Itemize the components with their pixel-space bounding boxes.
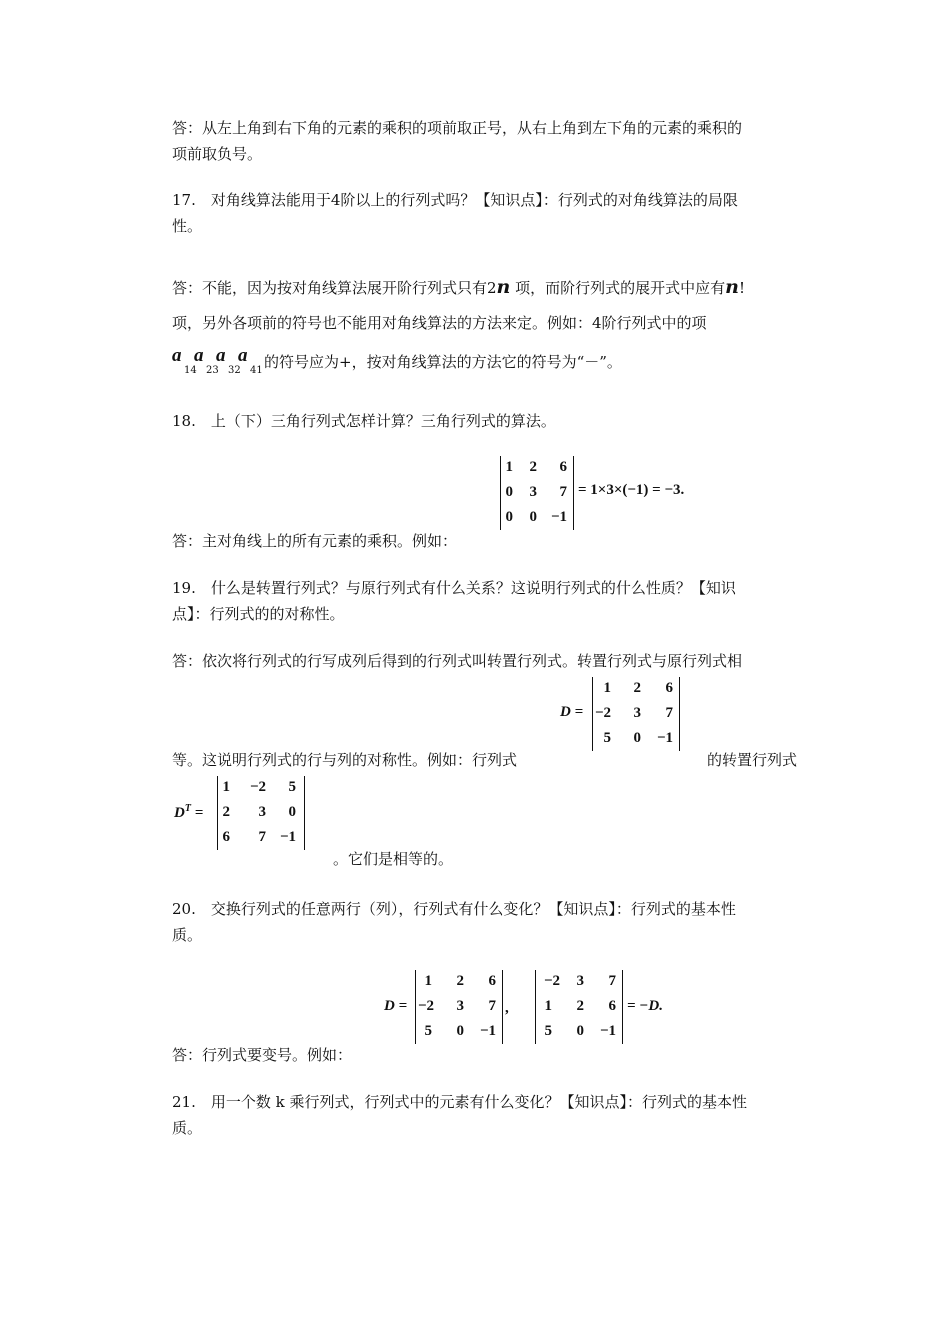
q21-question-line2: 质。 (172, 1119, 203, 1137)
q19-determinant-d (592, 677, 680, 751)
q18-question: 18. 上（下）三角行列式怎样计算？三角行列式的算法。 (172, 412, 556, 430)
q20-answer: 答：行列式要变号。例如： (172, 1046, 353, 1064)
matrix-cell: 1 (424, 973, 432, 989)
q17-answer-line2: 项，另外各项前的符号也不能用对角线算法的方法来定。例如：4阶行列式中的项 (172, 314, 707, 332)
subscript: 32 (228, 365, 241, 376)
matrix-cell: 3 (633, 705, 641, 721)
matrix-cell: 6 (559, 459, 567, 475)
q20-question-line1: 20. 交换行列式的任意两行（列），行列式有什么变化？【知识点】：行列式的基本性 (172, 900, 736, 918)
q17-question-line1: 17. 对角线算法能用于4阶以上的行列式吗？【知识点】：行列式的对角线算法的局限 (172, 191, 738, 209)
matrix-cell: −1 (550, 509, 567, 525)
q18-determinant (500, 456, 574, 530)
subscript: 23 (206, 365, 219, 376)
q18-result: = 1×3×(−1) = −3. (578, 482, 685, 498)
matrix-cell: 6 (608, 998, 616, 1014)
dt-label: $D^T$ = (174, 803, 204, 821)
matrix-cell: 5 (288, 779, 296, 795)
q16-answer-line2: 项前取负号。 (172, 145, 263, 163)
matrix-cell: 6 (665, 680, 673, 696)
d-label: D = (384, 998, 408, 1014)
matrix-cell: 3 (258, 804, 266, 820)
q20-question-line2: 质。 (172, 926, 203, 944)
subscript: 41 (250, 365, 263, 376)
q19-question-line1: 19. 什么是转置行列式？与原行列式有什么关系？这说明行列式的什么性质？【知识 (172, 579, 736, 597)
matrix-cell: 2 (633, 680, 641, 696)
var-n-factorial: n (725, 276, 739, 298)
matrix-cell: 2 (222, 804, 230, 820)
q19-tail: 。它们是相等的。 (333, 850, 454, 868)
comma: , (505, 1000, 509, 1016)
matrix-cell: −1 (279, 829, 296, 845)
a-letter: a (172, 345, 182, 366)
q16-answer-line1: 答：从左上角到右下角的元素的乘积的项前取正号，从右上角到左下角的元素的乘积的 (172, 119, 743, 137)
a-letter: a (216, 345, 226, 366)
subscript: 14 (184, 365, 197, 376)
matrix-cell: 1 (603, 680, 611, 696)
a-letter: a (194, 345, 204, 366)
matrix-cell: 0 (456, 1023, 464, 1039)
matrix-cell: 0 (576, 1023, 584, 1039)
matrix-cell: 6 (222, 829, 230, 845)
matrix-cell: −1 (599, 1023, 616, 1039)
a-letter: a (238, 345, 248, 366)
matrix-cell: 0 (288, 804, 296, 820)
q17-question-line2: 性。 (172, 217, 203, 235)
matrix-cell: 3 (576, 973, 584, 989)
matrix-cell: 0 (505, 509, 513, 525)
matrix-cell: 3 (529, 484, 537, 500)
matrix-cell: 5 (544, 1023, 552, 1039)
d-label: D = (560, 704, 584, 720)
matrix-cell: −2 (249, 779, 266, 795)
matrix-cell: 2 (456, 973, 464, 989)
q19-answer-line2a: 等。这说明行列式的行与列的对称性。例如：行列式 (172, 751, 518, 769)
matrix-cell: 6 (488, 973, 496, 989)
q19-answer-line1: 答：依次将行列式的行写成列后得到的行列式叫转置行列式。转置行列式与原行列式相 (172, 652, 743, 670)
matrix-cell: 3 (456, 998, 464, 1014)
matrix-cell: 7 (258, 829, 266, 845)
matrix-cell: −2 (418, 998, 435, 1014)
matrix-cell: 7 (665, 705, 673, 721)
matrix-cell: 1 (222, 779, 230, 795)
matrix-cell: −1 (656, 730, 673, 746)
matrix-cell: 7 (559, 484, 567, 500)
q19-question-line2: 点】：行列式的的对称性。 (172, 605, 345, 623)
q17-answer-line1: 答：不能，因为按对角线算法展开阶行列式只有2n 项，而阶行列式的展开式中应有n! (172, 276, 746, 298)
q20-determinant-b (535, 970, 623, 1044)
q19-answer-line2b: 的转置行列式 (707, 751, 798, 769)
matrix-cell: 5 (424, 1023, 432, 1039)
q20-determinant-a (415, 970, 503, 1044)
matrix-cell: 7 (608, 973, 616, 989)
matrix-cell: −2 (595, 705, 612, 721)
matrix-cell: 2 (529, 459, 537, 475)
matrix-cell: 2 (576, 998, 584, 1014)
matrix-cell: 1 (544, 998, 552, 1014)
q19-determinant-dt (217, 776, 305, 850)
matrix-cell: 7 (488, 998, 496, 1014)
matrix-cell: 0 (633, 730, 641, 746)
q20-result: = −D. (627, 998, 663, 1014)
matrix-cell: 5 (603, 730, 611, 746)
q21-question-line1: 21. 用一个数 k 乘行列式，行列式中的元素有什么变化？【知识点】：行列式的基本性 (172, 1093, 747, 1111)
q17-answer-line3: 的符号应为+，按对角线算法的方法它的符号为“－”。 (264, 353, 622, 371)
var-n: n (496, 276, 511, 298)
matrix-cell: −1 (479, 1023, 496, 1039)
matrix-cell: −2 (543, 973, 560, 989)
q18-answer: 答：主对角线上的所有元素的乘积。例如： (172, 532, 458, 550)
matrix-cell: 0 (529, 509, 537, 525)
matrix-cell: 0 (505, 484, 513, 500)
product-term (172, 345, 264, 377)
matrix-cell: 1 (505, 459, 513, 475)
